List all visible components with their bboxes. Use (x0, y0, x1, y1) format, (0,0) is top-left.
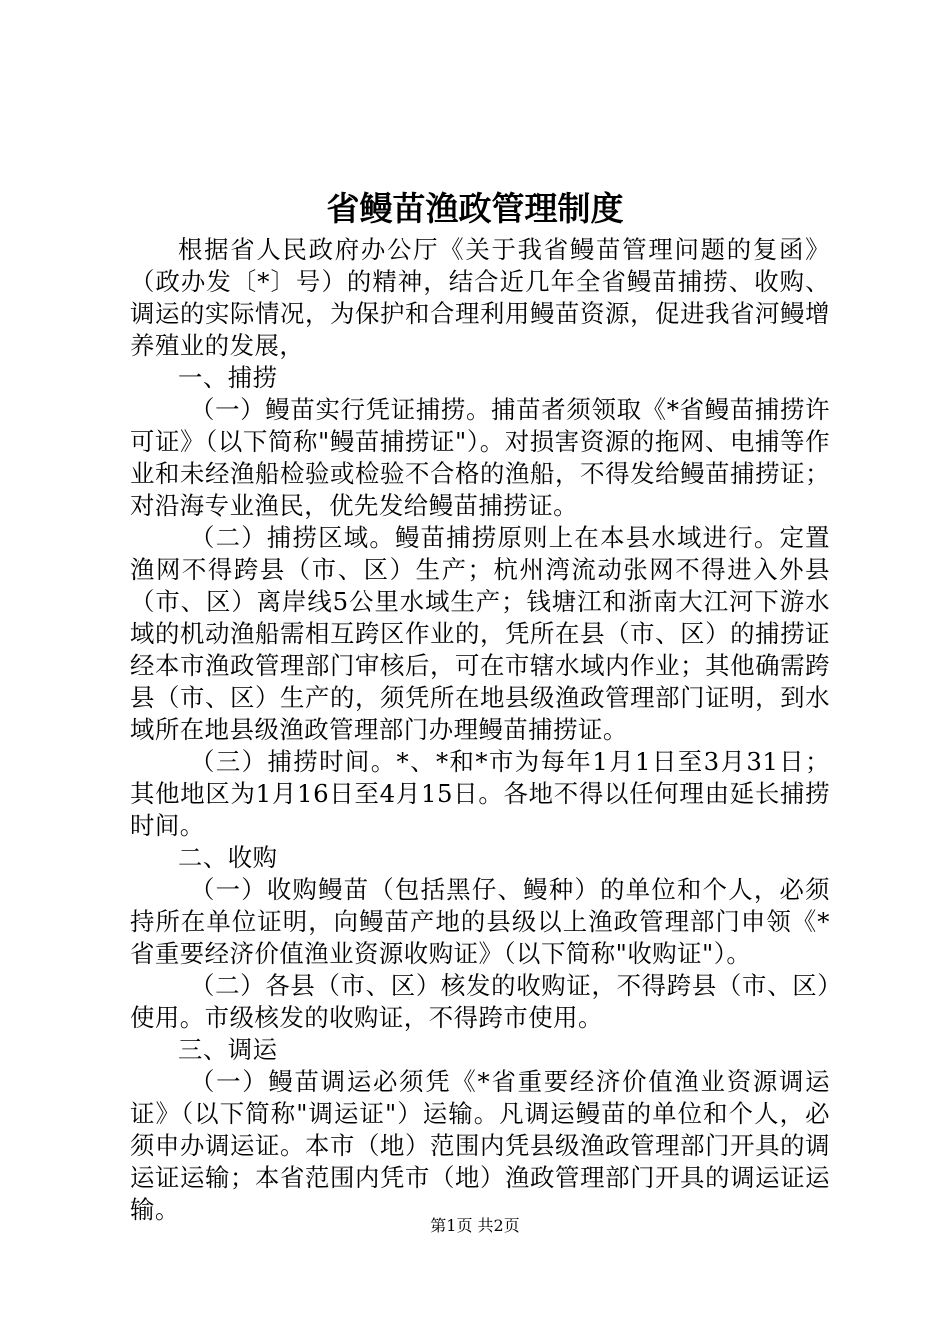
document-title: 省鳗苗渔政管理制度 (326, 189, 624, 228)
capture-item-2: （二）捕捞区域。鳗苗捕捞原则上在本县水域进行。定置渔网不得跨县（市、区）生产；杭州湾流动张网不得进入外县（市、区）离岸线5公里水域生产；钱塘江和浙南大江河下游水域的机动渔船需相互跨区作业的，凭所在县（市、区）的捕捞证经本市渔政管理部门审核后，可在市辖水域内作业；其他确需跨县（市、区）生产的，须凭所在地县级渔政管理部门证明，到水域所在地县级渔政管理部门办理鳗苗捕捞证。 (130, 523, 830, 744)
transport-item-1: （一）鳗苗调运必须凭《*省重要经济价值渔业资源调运证》（以下简称"调运证"）运输。凡调运鳗苗的单位和个人，必须申办调运证。本市（地）范围内凭县级渔政管理部门开具的调运证运输；本省范围内凭市（地）渔政管理部门开具的调运证运输。 (130, 1067, 830, 1224)
purchase-item-1: （一）收购鳗苗（包括黑仔、鳗种）的单位和个人，必须持所在单位证明，向鳗苗产地的县级以上渔政管理部门申领《*省重要经济价值渔业资源收购证》（以下简称"收购证"）。 (130, 875, 830, 968)
document-body (130, 234, 830, 1226)
purchase-item-2: （二）各县（市、区）核发的收购证，不得跨县（市、区）使用。市级核发的收购证，不得跨市使用。 (130, 971, 830, 1032)
page-footer: 第1页 共2页 (430, 1216, 520, 1235)
section-heading-capture: 一、捕捞 (178, 363, 278, 392)
capture-item-3: （三）捕捞时间。*、*和*市为每年1月1日至3月31日；其他地区为1月16日至4月15日。各地不得以任何理由延长捕捞时间。 (130, 747, 830, 840)
section-heading-transport: 三、调运 (178, 1035, 278, 1064)
intro-paragraph: 根据省人民政府办公厅《关于我省鳗苗管理问题的复函》（政办发〔*〕号）的精神，结合近几年全省鳗苗捕捞、收购、调运的实际情况，为保护和合理利用鳗苗资源，促进我省河鳗增养殖业的发展， (130, 235, 830, 360)
section-heading-purchase: 二、收购 (178, 843, 278, 872)
capture-item-1: （一）鳗苗实行凭证捕捞。捕苗者须领取《*省鳗苗捕捞许可证》（以下简称"鳗苗捕捞证"）。对损害资源的拖网、电捕等作业和未经渔船检验或检验不合格的渔船，不得发给鳗苗捕捞证；对沿海专业渔民，优先发给鳗苗捕捞证。 (130, 395, 830, 520)
